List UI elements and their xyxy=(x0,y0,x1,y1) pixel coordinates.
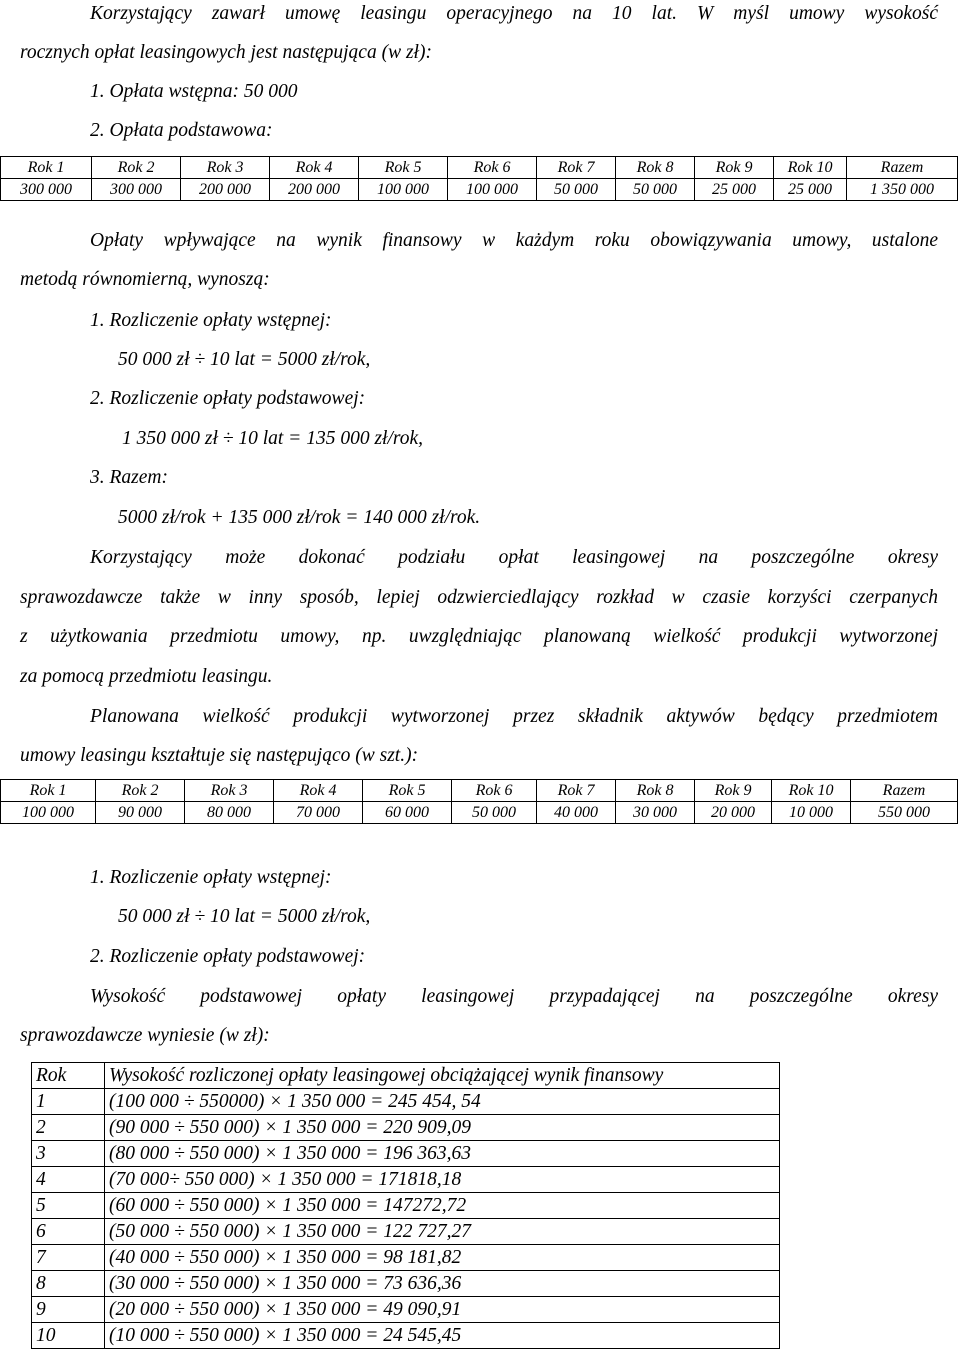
result-value-cell: (90 000 ÷ 550 000) × 1 350 000 = 220 909,09 xyxy=(105,1115,780,1141)
production-header-cell: Rok 3 xyxy=(185,780,274,802)
result-value-cell: (30 000 ÷ 550 000) × 1 350 000 = 73 636,36 xyxy=(105,1271,780,1297)
production-header-cell: Rok 4 xyxy=(274,780,363,802)
result-header-year: Rok xyxy=(32,1063,105,1089)
production-header-cell: Rok 1 xyxy=(1,780,96,802)
fees-value-cell: 25 000 xyxy=(774,179,847,201)
fees-header-cell: Rok 4 xyxy=(270,157,359,179)
production-line-1: Planowana wielkość produkcji wytworzonej przez składnik aktywów będący przedmiotem xyxy=(90,706,938,727)
production-para-line-2: sprawozdawcze wyniesie (w zł): xyxy=(20,1025,270,1046)
fees-value-cell: 50 000 xyxy=(537,179,616,201)
result-year-cell: 3 xyxy=(32,1141,105,1167)
production-header-cell: Rok 8 xyxy=(616,780,695,802)
result-year-cell: 1 xyxy=(32,1089,105,1115)
fees-header-cell: Rok 9 xyxy=(695,157,774,179)
result-row xyxy=(32,1297,780,1323)
fees-header-cell: Rok 1 xyxy=(1,157,92,179)
result-row xyxy=(32,1245,780,1271)
result-value-cell: (20 000 ÷ 550 000) × 1 350 000 = 49 090,91 xyxy=(105,1297,780,1323)
fees-value-cell: 200 000 xyxy=(181,179,270,201)
fees-value-cell: 300 000 xyxy=(92,179,181,201)
result-row xyxy=(32,1089,780,1115)
alternative-line-1: Korzystający może dokonać podziału opłat leasingowej na poszczególne okresy xyxy=(90,547,938,568)
fees-header-cell: Rok 10 xyxy=(774,157,847,179)
result-year-cell: 4 xyxy=(32,1167,105,1193)
fees-value-cell: 100 000 xyxy=(359,179,448,201)
intro-item-2: 2. Opłata podstawowa: xyxy=(90,120,273,141)
result-row xyxy=(32,1115,780,1141)
result-value-cell: (70 000÷ 550 000) × 1 350 000 = 171818,18 xyxy=(105,1167,780,1193)
result-row xyxy=(32,1323,780,1349)
production-header-row xyxy=(1,780,958,802)
production-para-line-1: Wysokość podstawowej opłaty leasingowej przypadającej na poszczególne okresy xyxy=(90,986,938,1007)
result-year-cell: 5 xyxy=(32,1193,105,1219)
production-header-cell: Rok 7 xyxy=(537,780,616,802)
production-value-cell: 80 000 xyxy=(185,802,274,824)
fees-value-cell: 100 000 xyxy=(448,179,537,201)
production-value-cell: 550 000 xyxy=(851,802,958,824)
result-value-cell: (60 000 ÷ 550 000) × 1 350 000 = 147272,72 xyxy=(105,1193,780,1219)
fees-table xyxy=(0,156,958,201)
fees-value-cell: 50 000 xyxy=(616,179,695,201)
result-year-cell: 2 xyxy=(32,1115,105,1141)
straight-step-2-calc: 1 350 000 zł ÷ 10 lat = 135 000 zł/rok, xyxy=(122,428,424,449)
result-row xyxy=(32,1141,780,1167)
fees-header-cell: Rok 3 xyxy=(181,157,270,179)
intro-line-1: Korzystający zawarł umowę leasingu operacyjnego na 10 lat. W myśl umowy wysokość xyxy=(90,3,938,24)
production-step-1-label: 1. Rozliczenie opłaty wstępnej: xyxy=(90,867,332,888)
production-table xyxy=(0,779,958,824)
straight-step-3-calc: 5000 zł/rok + 135 000 zł/rok = 140 000 zł/rok. xyxy=(118,507,481,528)
fees-header-cell: Rok 6 xyxy=(448,157,537,179)
production-value-cell: 60 000 xyxy=(363,802,452,824)
straight-para-line-1: Opłaty wpływające na wynik finansowy w każdym roku obowiązywania umowy, ustalone xyxy=(90,230,938,251)
result-row xyxy=(32,1219,780,1245)
production-value-cell: 30 000 xyxy=(616,802,695,824)
straight-step-3-label: 3. Razem: xyxy=(90,467,168,488)
intro-item-1: 1. Opłata wstępna: 50 000 xyxy=(90,81,298,102)
result-header-row xyxy=(32,1063,780,1089)
production-header-cell: Rok 2 xyxy=(96,780,185,802)
production-step-2-label: 2. Rozliczenie opłaty podstawowej: xyxy=(90,946,366,967)
fees-header-row xyxy=(1,157,958,179)
result-year-cell: 6 xyxy=(32,1219,105,1245)
production-value-cell: 20 000 xyxy=(695,802,772,824)
production-header-cell: Rok 10 xyxy=(772,780,851,802)
production-value-row xyxy=(1,802,958,824)
fees-header-cell: Rok 2 xyxy=(92,157,181,179)
fees-value-cell: 200 000 xyxy=(270,179,359,201)
result-row xyxy=(32,1193,780,1219)
production-value-cell: 50 000 xyxy=(452,802,537,824)
result-year-cell: 10 xyxy=(32,1323,105,1349)
production-header-cell: Razem xyxy=(851,780,958,802)
result-value-cell: (40 000 ÷ 550 000) × 1 350 000 = 98 181,82 xyxy=(105,1245,780,1271)
result-value-cell: (50 000 ÷ 550 000) × 1 350 000 = 122 727,27 xyxy=(105,1219,780,1245)
result-row xyxy=(32,1271,780,1297)
result-year-cell: 9 xyxy=(32,1297,105,1323)
result-year-cell: 7 xyxy=(32,1245,105,1271)
straight-step-1-calc: 50 000 zł ÷ 10 lat = 5000 zł/rok, xyxy=(118,349,371,370)
production-value-cell: 40 000 xyxy=(537,802,616,824)
production-header-cell: Rok 9 xyxy=(695,780,772,802)
production-value-cell: 10 000 xyxy=(772,802,851,824)
production-line-2: umowy leasingu kształtuje się następująco (w szt.): xyxy=(20,745,419,766)
result-year-cell: 8 xyxy=(32,1271,105,1297)
fees-header-cell: Rok 5 xyxy=(359,157,448,179)
result-value-cell: (80 000 ÷ 550 000) × 1 350 000 = 196 363,63 xyxy=(105,1141,780,1167)
fees-value-cell: 1 350 000 xyxy=(847,179,958,201)
production-value-cell: 70 000 xyxy=(274,802,363,824)
result-header-value: Wysokość rozliczonej opłaty leasingowej obciążającej wynik finansowy xyxy=(105,1063,780,1089)
production-header-cell: Rok 5 xyxy=(363,780,452,802)
production-header-cell: Rok 6 xyxy=(452,780,537,802)
fees-value-cell: 25 000 xyxy=(695,179,774,201)
intro-line-2: rocznych opłat leasingowych jest następująca (w zł): xyxy=(20,42,432,63)
fees-header-cell: Razem xyxy=(847,157,958,179)
fees-header-cell: Rok 7 xyxy=(537,157,616,179)
alternative-line-3: z użytkowania przedmiotu umowy, np. uwzględniając planowaną wielkość produkcji wytworzonej xyxy=(20,626,938,647)
fees-header-cell: Rok 8 xyxy=(616,157,695,179)
straight-step-1-label: 1. Rozliczenie opłaty wstępnej: xyxy=(90,310,332,331)
production-value-cell: 90 000 xyxy=(96,802,185,824)
result-table xyxy=(31,1062,780,1349)
result-row xyxy=(32,1167,780,1193)
production-value-cell: 100 000 xyxy=(1,802,96,824)
straight-step-2-label: 2. Rozliczenie opłaty podstawowej: xyxy=(90,388,366,409)
fees-value-row xyxy=(1,179,958,201)
straight-para-line-2: metodą równomierną, wynoszą: xyxy=(20,269,270,290)
fees-value-cell: 300 000 xyxy=(1,179,92,201)
result-value-cell: (10 000 ÷ 550 000) × 1 350 000 = 24 545,45 xyxy=(105,1323,780,1349)
alternative-line-4: za pomocą przedmiotu leasingu. xyxy=(20,666,273,687)
result-value-cell: (100 000 ÷ 550000) × 1 350 000 = 245 454, 54 xyxy=(105,1089,780,1115)
alternative-line-2: sprawozdawcze także w inny sposób, lepiej odzwierciedlający rozkład w czasie korzyści czerpanych xyxy=(20,587,938,608)
production-step-1-calc: 50 000 zł ÷ 10 lat = 5000 zł/rok, xyxy=(118,906,371,927)
